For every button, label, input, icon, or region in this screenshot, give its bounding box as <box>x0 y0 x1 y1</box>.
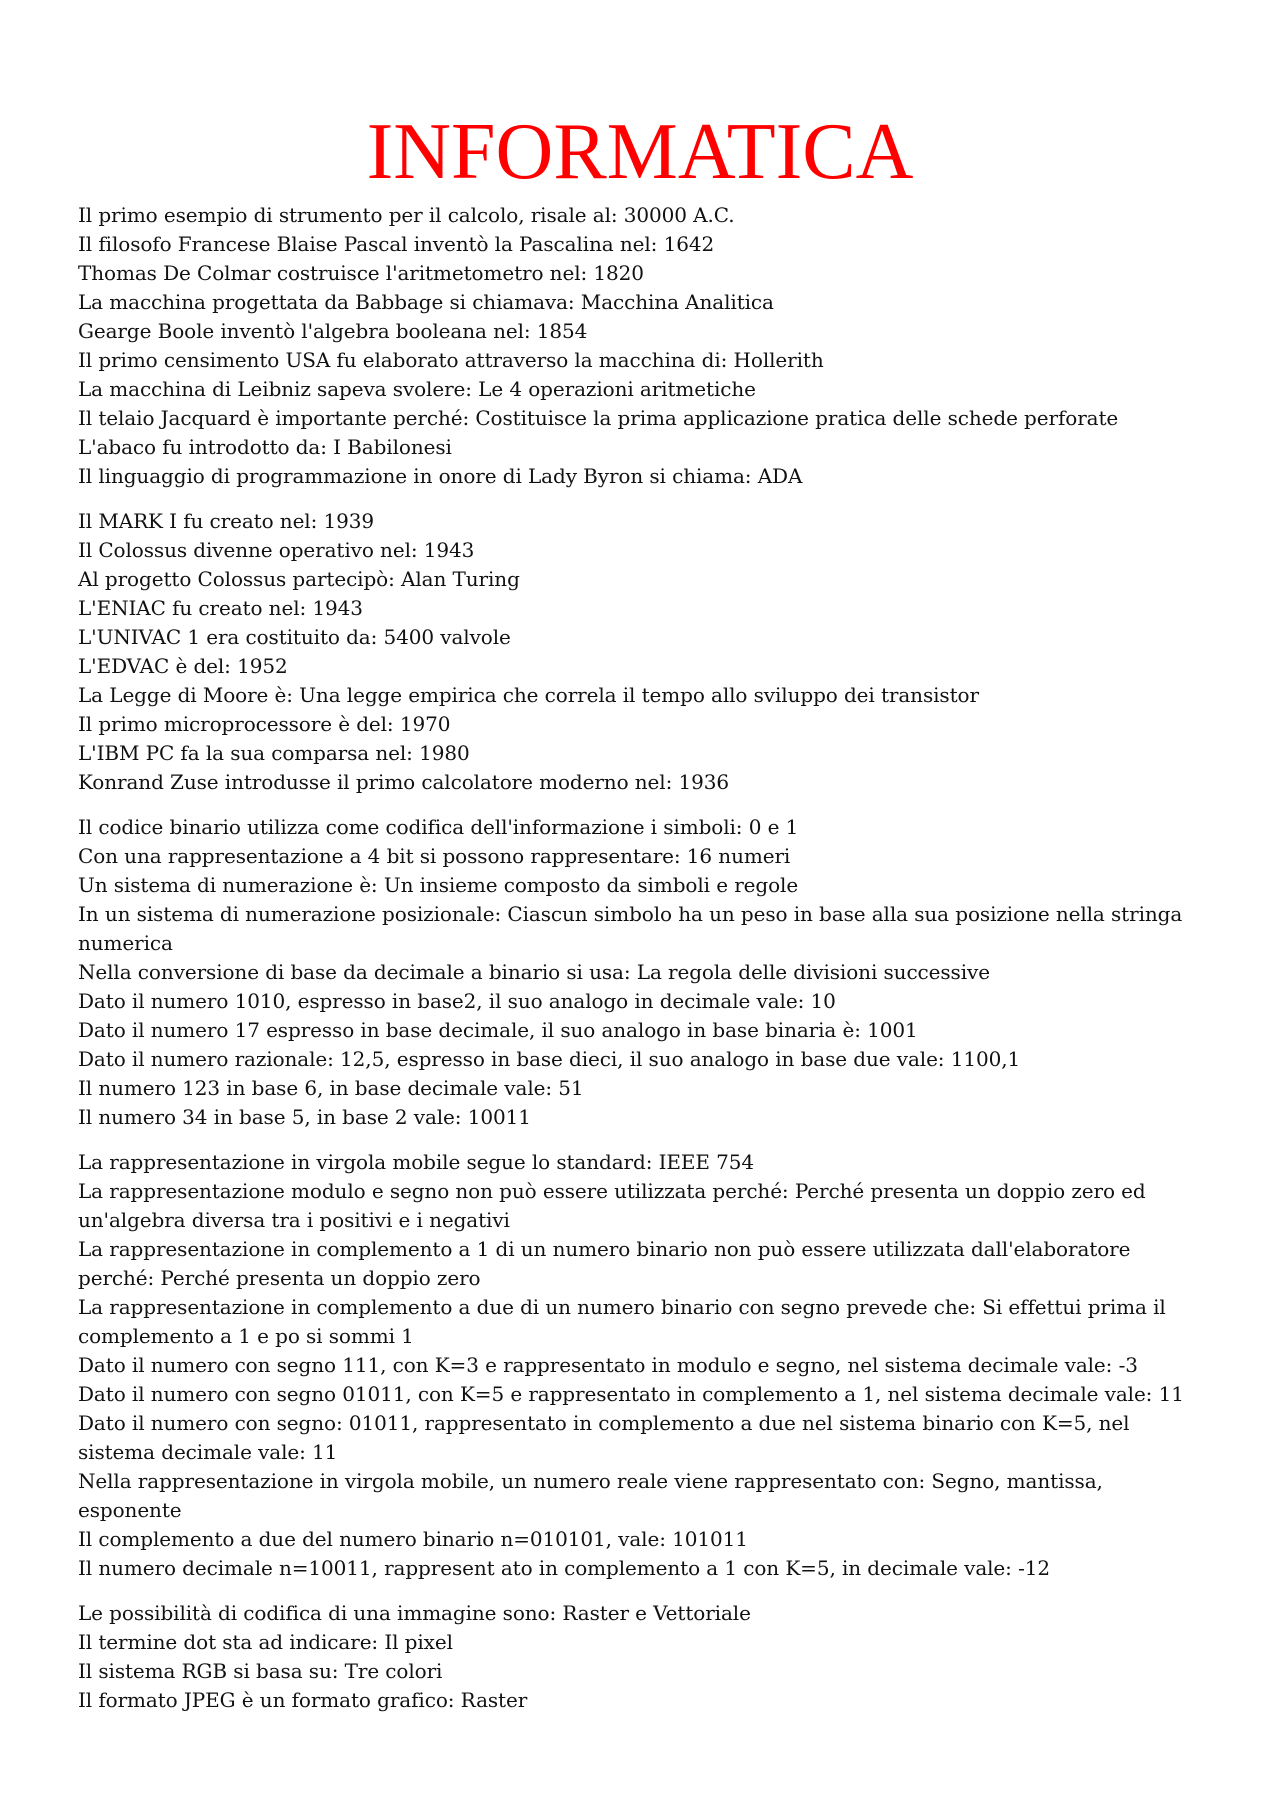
qa-line: L'IBM PC fa la sua comparsa nel: 1980 <box>78 741 470 765</box>
qa-line: Il numero 34 in base 5, in base 2 vale: 10011 <box>78 1105 531 1129</box>
qa-section <box>78 813 1208 1132</box>
qa-line: Il formato JPEG è un formato grafico: Raster <box>78 1688 528 1712</box>
qa-line: Al progetto Colossus partecipò: Alan Turing <box>78 567 520 591</box>
qa-line: Thomas De Colmar costruisce l'aritmetometro nel: 1820 <box>78 261 644 285</box>
qa-line: Nella conversione di base da decimale a binario si usa: La regola delle divisioni successive <box>78 960 990 984</box>
qa-line: Il filosofo Francese Blaise Pascal inventò la Pascalina nel: 1642 <box>78 232 715 256</box>
qa-line: Dato il numero con segno: 01011, rappresentato in complemento a due nel sistema binario con K=5, nel sistema decimale vale: 11 <box>78 1411 1136 1464</box>
qa-line: In un sistema di numerazione posizionale: Ciascun simbolo ha un peso in base alla sua posizione nella stringa numerica <box>78 902 1189 955</box>
qa-line: Il MARK I fu creato nel: 1939 <box>78 509 374 533</box>
qa-line: Dato il numero con segno 111, con K=3 e rappresentato in modulo e segno, nel sistema decimale vale: -3 <box>78 1353 1138 1377</box>
qa-line: Il codice binario utilizza come codifica dell'informazione i simboli: 0 e 1 <box>78 815 799 839</box>
qa-line: Gearge Boole inventò l'algebra booleana nel: 1854 <box>78 319 588 343</box>
qa-line: L'UNIVAC 1 era costituito da: 5400 valvole <box>78 625 511 649</box>
qa-line: Dato il numero 1010, espresso in base2, il suo analogo in decimale vale: 10 <box>78 989 836 1013</box>
qa-line: Il primo esempio di strumento per il calcolo, risale al: 30000 A.C. <box>78 203 735 227</box>
qa-line: L'EDVAC è del: 1952 <box>78 654 288 678</box>
qa-line: Il telaio Jacquard è importante perché: Costituisce la prima applicazione pratica delle schede perforate <box>78 406 1119 430</box>
qa-line: Il termine dot sta ad indicare: Il pixel <box>78 1630 453 1654</box>
qa-line: Dato il numero razionale: 12,5, espresso in base dieci, il suo analogo in base due vale: 1100,1 <box>78 1047 1021 1071</box>
qa-line: Un sistema di numerazione è: Un insieme composto da simboli e regole <box>78 873 799 897</box>
qa-line: Il primo censimento USA fu elaborato attraverso la macchina di: Hollerith <box>78 348 824 372</box>
qa-line: La rappresentazione modulo e segno non può essere utilizzata perché: Perché presenta un doppio zero ed un'algebra diversa tra i positivi e i negativi <box>78 1179 1152 1232</box>
qa-line: Il sistema RGB si basa su: Tre colori <box>78 1659 443 1683</box>
qa-line: Konrand Zuse introdusse il primo calcolatore moderno nel: 1936 <box>78 770 729 794</box>
qa-section <box>78 1599 1208 1715</box>
qa-line: La rappresentazione in complemento a due di un numero binario con segno prevede che: Si effettui prima il complemento a 1 e po si sommi 1 <box>78 1295 1172 1348</box>
qa-line: Dato il numero con segno 01011, con K=5 e rappresentato in complemento a 1, nel sistema decimale vale: 11 <box>78 1382 1184 1406</box>
qa-line: Il linguaggio di programmazione in onore di Lady Byron si chiama: ADA <box>78 464 803 488</box>
qa-line: La Legge di Moore è: Una legge empirica che correla il tempo allo sviluppo dei transistor <box>78 683 979 707</box>
qa-line: Il numero 123 in base 6, in base decimale vale: 51 <box>78 1076 584 1100</box>
qa-section <box>78 507 1208 797</box>
qa-line: L'ENIAC fu creato nel: 1943 <box>78 596 363 620</box>
qa-line: Le possibilità di codifica di una immagine sono: Raster e Vettoriale <box>78 1601 751 1625</box>
document-body <box>78 201 1208 1731</box>
qa-line: Il numero decimale n=10011, rappresent ato in complemento a 1 con K=5, in decimale vale: -12 <box>78 1556 1050 1580</box>
qa-line: La macchina progettata da Babbage si chiamava: Macchina Analitica <box>78 290 774 314</box>
qa-line: La macchina di Leibniz sapeva svolere: Le 4 operazioni aritmetiche <box>78 377 756 401</box>
qa-section <box>78 1148 1208 1583</box>
qa-line: Con una rappresentazione a 4 bit si possono rappresentare: 16 numeri <box>78 844 791 868</box>
qa-line: La rappresentazione in virgola mobile segue lo standard: IEEE 754 <box>78 1150 755 1174</box>
page-title: INFORMATICA <box>366 108 914 196</box>
qa-line: La rappresentazione in complemento a 1 di un numero binario non può essere utilizzata dall'elaboratore perché: Perché presenta un doppio zero <box>78 1237 1137 1290</box>
qa-line: Dato il numero 17 espresso in base decimale, il suo analogo in base binaria è: 1001 <box>78 1018 918 1042</box>
qa-line: Il primo microprocessore è del: 1970 <box>78 712 451 736</box>
qa-line: Nella rappresentazione in virgola mobile, un numero reale viene rappresentato con: Segno, mantissa, esponente <box>78 1469 1110 1522</box>
qa-line: L'abaco fu introdotto da: I Babilonesi <box>78 435 452 459</box>
qa-section <box>78 201 1208 491</box>
qa-line: Il Colossus divenne operativo nel: 1943 <box>78 538 475 562</box>
qa-line: Il complemento a due del numero binario n=010101, vale: 101011 <box>78 1527 748 1551</box>
